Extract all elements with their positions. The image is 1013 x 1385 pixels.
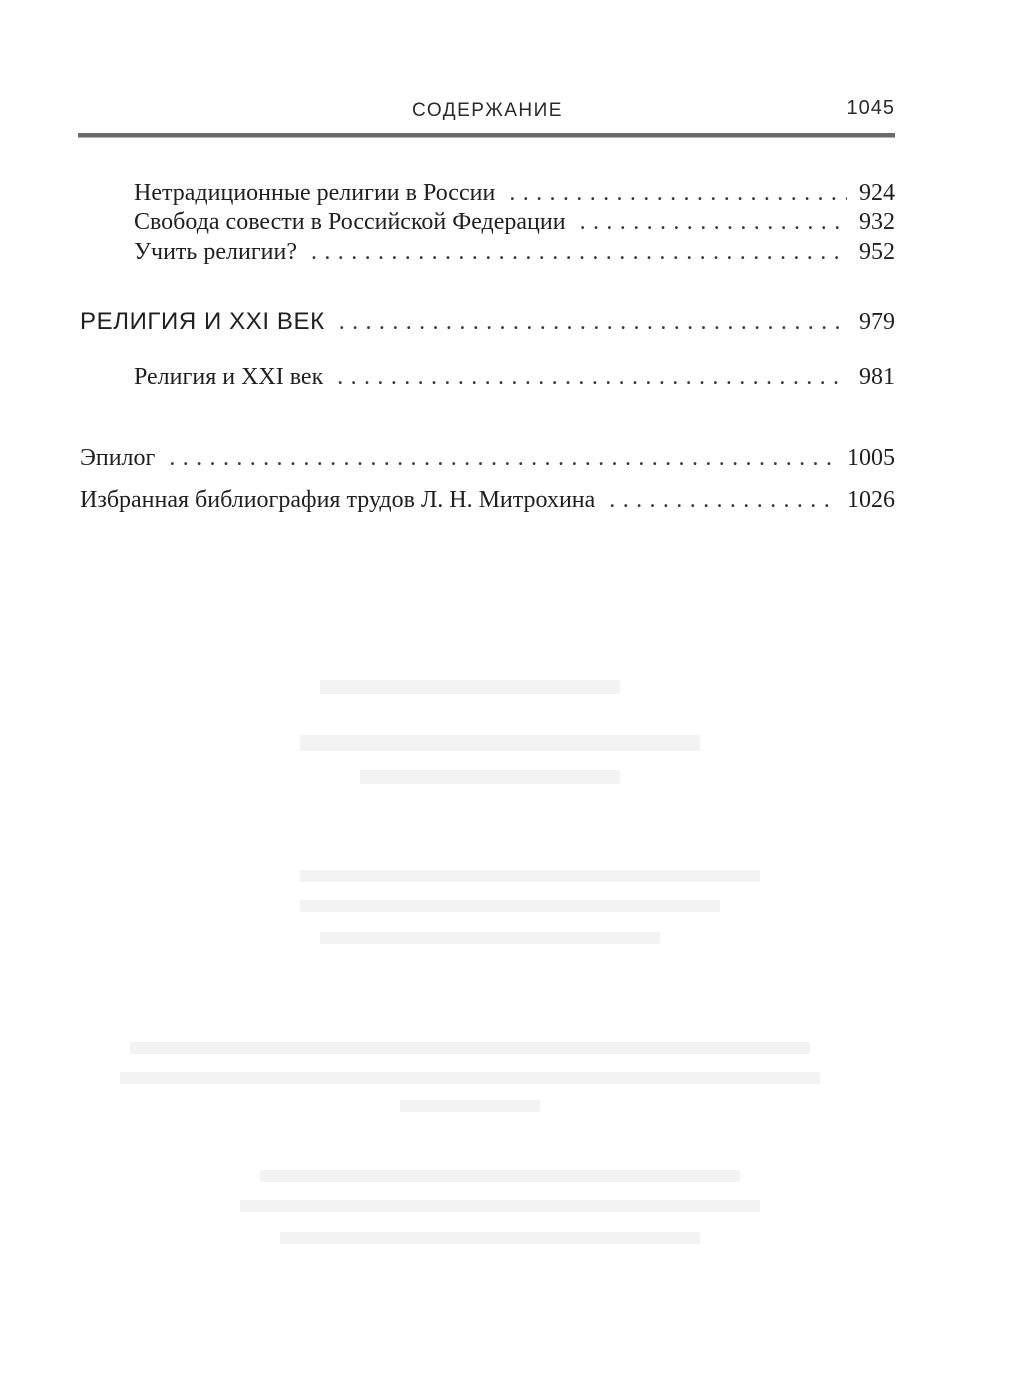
bleed-through-mark — [300, 900, 720, 912]
toc-entry-page: 1026 — [847, 487, 895, 513]
bleed-through-mark — [120, 1072, 820, 1084]
dot-leader — [339, 307, 847, 337]
toc-entry-page: 979 — [859, 309, 895, 335]
dot-leader — [580, 207, 847, 237]
running-head-title: СОДЕРЖАНИЕ — [412, 100, 563, 121]
toc-entry-page: 924 — [859, 180, 895, 206]
running-head — [80, 96, 895, 126]
toc-entry — [134, 207, 895, 237]
header-rule — [78, 133, 895, 138]
page-number: 1045 — [846, 97, 895, 119]
bleed-through-mark — [240, 1200, 760, 1212]
dot-leader — [337, 362, 847, 392]
bleed-through-mark — [320, 932, 660, 944]
toc-entry-page: 952 — [859, 239, 895, 265]
toc-entry-page: 981 — [859, 364, 895, 390]
dot-leader — [509, 178, 847, 208]
dot-leader — [169, 443, 835, 473]
toc-entry-title: Эпилог — [80, 445, 156, 471]
bleed-through-mark — [360, 770, 620, 784]
toc-entry — [134, 237, 895, 267]
toc-entry-title: Свобода совести в Российской Федерации — [134, 209, 566, 235]
bleed-through-mark — [320, 680, 620, 694]
bleed-through-mark — [280, 1232, 700, 1244]
bleed-through-mark — [300, 870, 760, 882]
bleed-through-mark — [300, 735, 700, 751]
toc-entry — [80, 443, 895, 473]
bleed-through-mark — [260, 1170, 740, 1182]
toc-entry-page: 1005 — [847, 445, 895, 471]
toc-entry-title: Нетрадиционные религии в России — [134, 180, 496, 206]
toc-entry — [80, 485, 895, 515]
toc-entry — [134, 362, 895, 392]
dot-leader — [311, 237, 847, 267]
toc-entry-title: Избранная библиография трудов Л. Н. Митрохина — [80, 487, 596, 513]
toc-entry-page: 932 — [859, 209, 895, 235]
toc-section-entry — [80, 307, 895, 337]
toc-entry-title: Учить религии? — [134, 239, 297, 265]
dot-leader — [609, 485, 835, 515]
toc-entry — [134, 178, 895, 208]
bleed-through-mark — [400, 1100, 540, 1112]
bleed-through-mark — [130, 1042, 810, 1054]
toc-entry-title: Религия и XXI век — [134, 364, 324, 390]
toc-section-title: РЕЛИГИЯ И XXI ВЕК — [80, 308, 325, 335]
